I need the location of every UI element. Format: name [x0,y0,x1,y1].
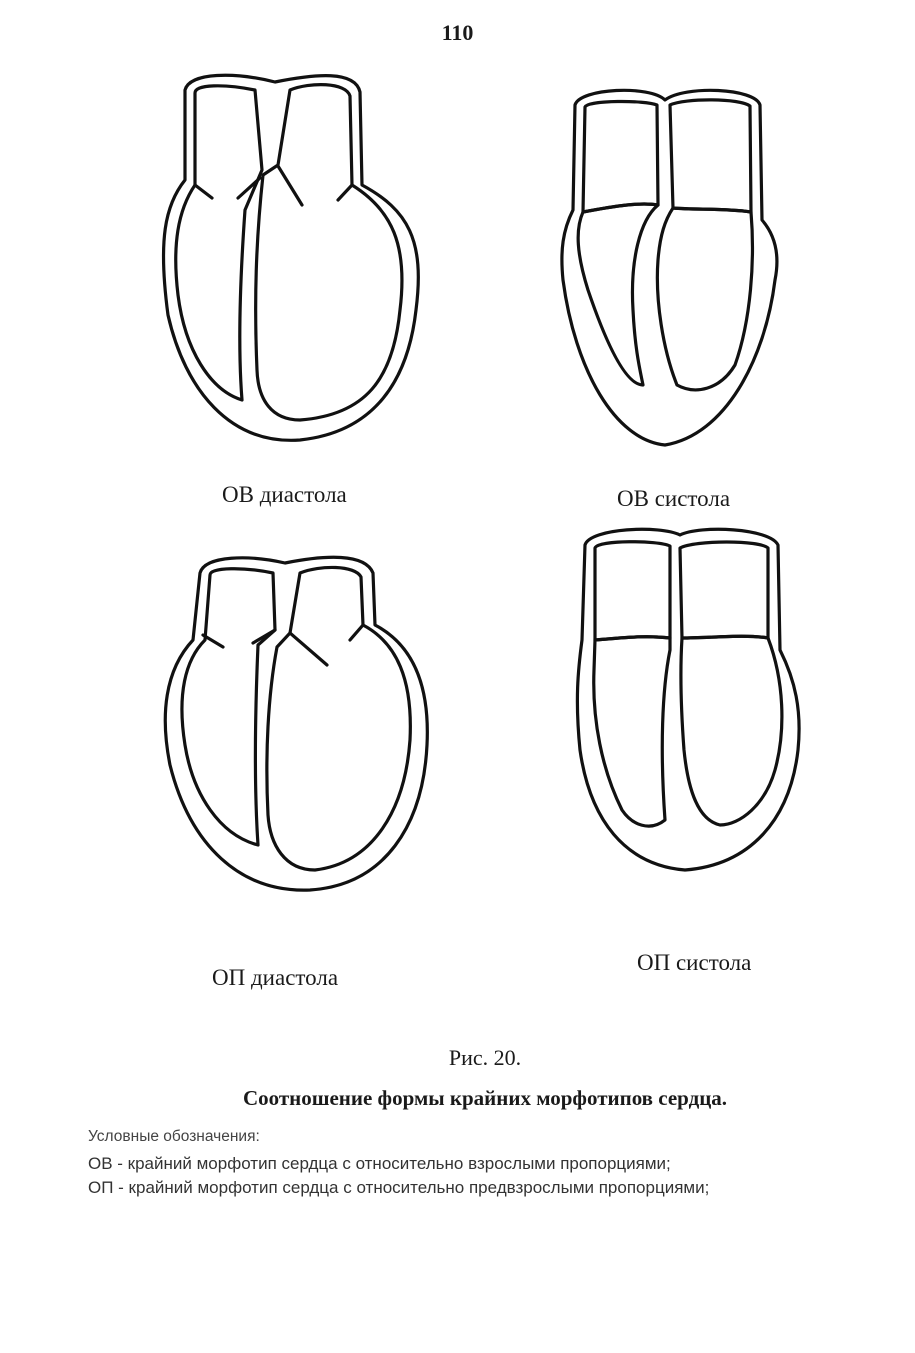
legend-item-op: ОП - крайний морфотип сердца с относительно предвзрослыми пропорциями; [88,1178,710,1197]
left-chamber-contour [176,86,262,400]
figure-title: Соотношение формы крайних морфотипов сердца. [242,1086,728,1110]
valve-leaflet [350,625,363,640]
heart-outer-contour [165,557,427,890]
right-ventricle-contour [681,636,782,825]
right-chamber-contour [670,100,751,212]
figure-number: Рис. 20. [448,1045,522,1070]
heart-diagram-op-systole [570,520,810,890]
valve-leaflet [278,166,302,205]
heart-diagram-op-diastole [155,545,440,905]
valve-leaflet [195,185,212,198]
heart-outer-contour [577,529,799,870]
panel-label-ov-systole: ОВ систола [617,486,731,511]
valve-leaflet [238,178,260,198]
panel-label-ov-diastole: ОВ диастола [222,482,347,507]
legend-heading: Условные обозначения: [88,1128,260,1145]
legend-item-ov: ОВ - крайний морфотип сердца с относительно взрослыми пропорциями; [88,1154,671,1173]
right-chamber-contour [256,85,402,420]
heart-outer-contour [562,90,777,445]
left-ventricle-contour [594,637,670,826]
heart-diagram-ov-diastole [150,60,430,450]
right-ventricle-contour [657,208,752,390]
right-chamber-contour [267,567,410,870]
panel-label-op-diastole: ОП диастола [212,965,339,990]
heart-outer-contour [163,75,418,440]
right-chamber-contour [680,542,768,638]
heart-diagram-ov-systole [555,80,785,460]
valve-leaflet [338,185,352,200]
valve-leaflet [290,633,327,665]
panel-label-op-systole: ОП систола [637,950,752,975]
left-ventricle-contour [578,204,658,385]
left-chamber-contour [583,101,658,212]
page-number: 110 [441,20,474,45]
left-chamber-contour [595,542,670,640]
